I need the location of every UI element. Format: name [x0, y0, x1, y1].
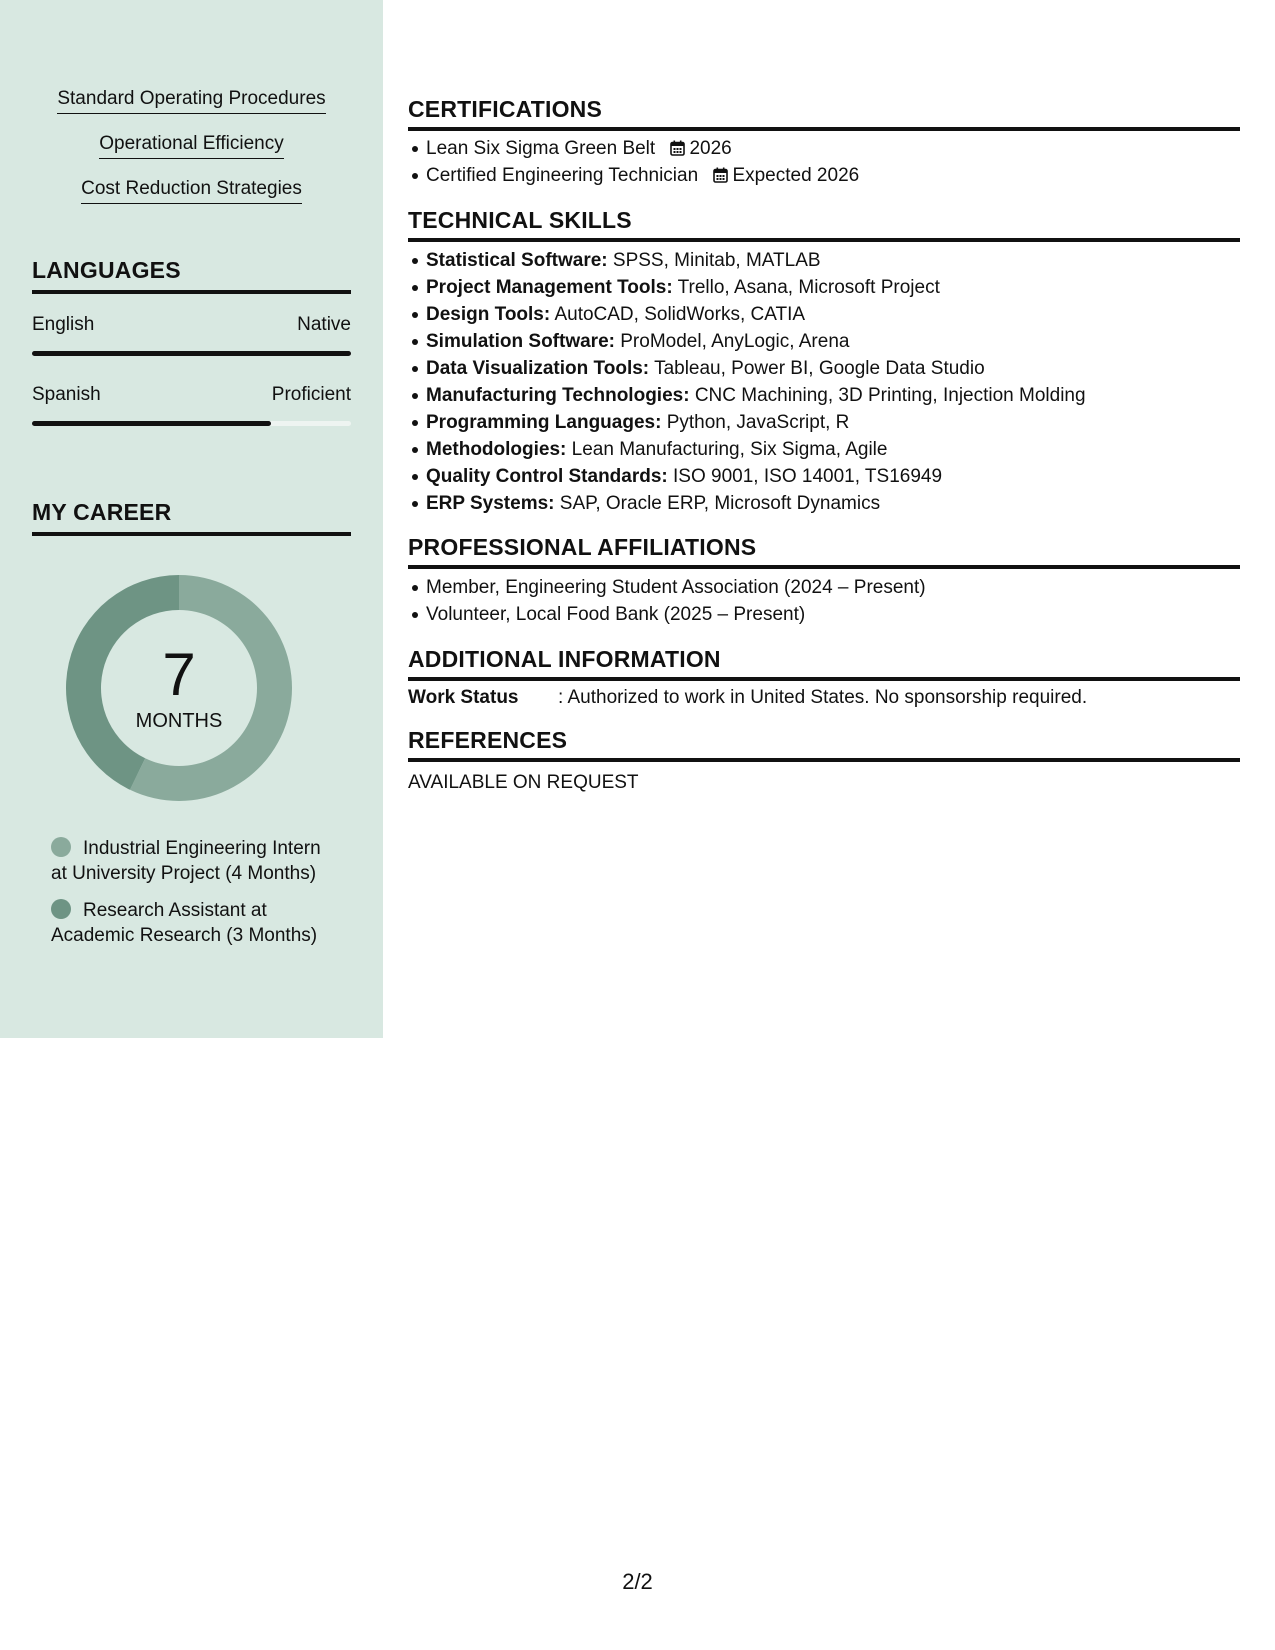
list-item — [426, 436, 1258, 463]
skill-label: Design Tools: — [426, 304, 551, 325]
page-number: 2/2 — [622, 1569, 653, 1594]
skill-value: SAP, Oracle ERP, Microsoft Dynamics — [559, 493, 881, 514]
list-item — [426, 162, 1258, 189]
list-item — [426, 328, 1258, 355]
career-heading: MY CAREER — [32, 498, 351, 536]
skill-value: SPSS, Minitab, MATLAB — [612, 250, 821, 271]
skill-tag — [0, 87, 383, 114]
sidebar — [0, 0, 383, 1038]
certifications-list — [408, 135, 1258, 189]
skill-value: Tableau, Power BI, Google Data Studio — [654, 358, 985, 379]
calendar-icon — [670, 140, 685, 156]
list-item — [426, 355, 1258, 382]
work-status-label: Work Status — [408, 687, 519, 708]
skill-tag-text: Cost Reduction Strategies — [81, 177, 302, 204]
skill-label: Programming Languages: — [426, 412, 662, 433]
list-item: Member, Engineering Student Association (2024 – Present) — [426, 574, 1258, 601]
certifications-heading: CERTIFICATIONS — [408, 95, 1240, 131]
language-level: Native — [297, 314, 351, 335]
language-bar-fill — [32, 421, 271, 426]
career-legend-item — [51, 898, 341, 948]
career-legend-text: Industrial Engineering Intern at University Project (4 Months) — [51, 838, 321, 884]
language-name: Spanish — [32, 384, 101, 405]
list-item: Volunteer, Local Food Bank (2025 – Present) — [426, 601, 1258, 628]
references-text: AVAILABLE ON REQUEST — [408, 772, 639, 793]
affiliations-heading: PROFESSIONAL AFFILIATIONS — [408, 533, 1240, 569]
skill-label: Quality Control Standards: — [426, 466, 668, 487]
affiliations-list — [408, 574, 1258, 628]
language-bar-track — [32, 351, 351, 356]
skill-label: Manufacturing Technologies: — [426, 385, 690, 406]
skill-value: Python, JavaScript, R — [666, 412, 850, 433]
skill-value: Trello, Asana, Microsoft Project — [677, 277, 940, 298]
skill-value: Lean Manufacturing, Six Sigma, Agile — [571, 439, 888, 460]
list-item — [426, 301, 1258, 328]
list-item — [426, 247, 1258, 274]
work-status-value: : Authorized to work in United States. No sponsorship required. — [558, 687, 1088, 708]
languages-heading: LANGUAGES — [32, 256, 351, 294]
skill-tag-text: Operational Efficiency — [99, 132, 283, 159]
career-legend-text: Research Assistant at Academic Research (3 Months) — [51, 900, 318, 946]
language-level: Proficient — [271, 384, 351, 405]
language-bar-track — [32, 421, 351, 426]
career-total-number: 7 — [162, 641, 196, 708]
list-item — [426, 409, 1258, 436]
additional-info-heading: ADDITIONAL INFORMATION — [408, 645, 1240, 681]
certification-name: Lean Six Sigma Green Belt — [426, 138, 656, 159]
career-donut-chart — [66, 575, 292, 801]
list-item — [426, 463, 1258, 490]
language-name: English — [32, 314, 95, 335]
skill-tag-text: Standard Operating Procedures — [57, 87, 325, 114]
legend-dot — [51, 899, 71, 919]
skill-tag — [0, 177, 383, 204]
references-heading: REFERENCES — [408, 726, 1240, 762]
skill-label: Project Management Tools: — [426, 277, 673, 298]
calendar-icon — [713, 167, 728, 183]
skill-label: Methodologies: — [426, 439, 567, 460]
skill-label: Data Visualization Tools: — [426, 358, 650, 379]
technical-skills-heading: TECHNICAL SKILLS — [408, 206, 1240, 242]
skill-label: Statistical Software: — [426, 250, 608, 271]
certification-date: Expected 2026 — [732, 165, 860, 186]
certification-name: Certified Engineering Technician — [426, 165, 699, 186]
technical-skills-list — [408, 247, 1258, 517]
certification-date: 2026 — [689, 138, 732, 159]
skill-value: ProModel, AnyLogic, Arena — [620, 331, 850, 352]
language-bar-fill — [32, 351, 351, 356]
career-legend-item — [51, 836, 341, 886]
list-item — [426, 274, 1258, 301]
skill-label: Simulation Software: — [426, 331, 615, 352]
skill-label: ERP Systems: — [426, 493, 555, 514]
career-total-unit: MONTHS — [135, 710, 223, 732]
skill-value: AutoCAD, SolidWorks, CATIA — [554, 304, 806, 325]
list-item — [426, 382, 1258, 409]
list-item — [426, 490, 1258, 517]
legend-dot — [51, 837, 71, 857]
list-item — [426, 135, 1258, 162]
skill-tag — [0, 132, 383, 159]
skill-value: ISO 9001, ISO 14001, TS16949 — [673, 466, 943, 487]
skill-value: CNC Machining, 3D Printing, Injection Molding — [694, 385, 1086, 406]
